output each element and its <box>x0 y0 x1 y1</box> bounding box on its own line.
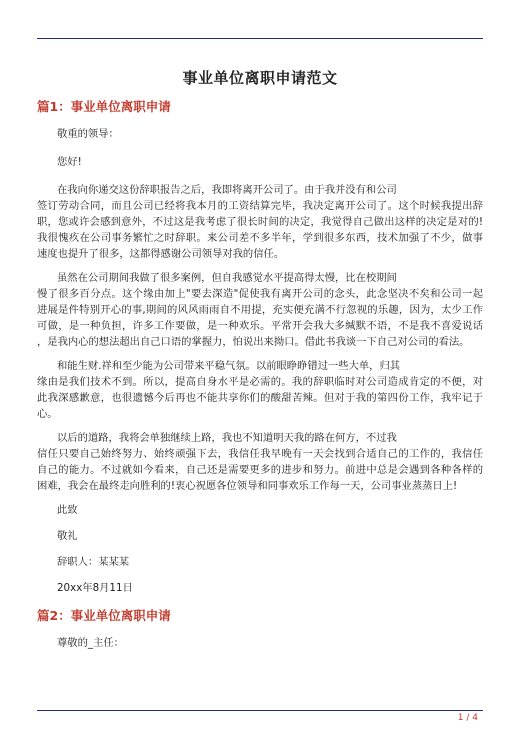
paragraph-3-line-1: 和能生财.祥和至少能为公司带来平稳气氛。以前眼睁睁错过一些大单，归其 <box>57 360 401 372</box>
paragraph-1-line-3: 职，您或许会感到意外，不过这是我考虑了很长时间的决定，我觉得自己做出这样的决定是对的! <box>37 216 483 228</box>
paragraph-2-line-1: 虽然在公司期间我做了很多案例，但自我感觉水平提高得太慢，比在校期间 <box>57 272 397 284</box>
paragraph-2-line-4: 可做，是一种负担，许多工作要做，是一种欢乐。平常开会我大多缄默不语，不是我不喜爱说话 <box>37 320 483 332</box>
document-title: 事业单位离职申请范文 <box>182 69 338 87</box>
paragraph-4-line-3: 自己的能力。不过就如今看来，自己还是需要更多的进步和努力。前进中总是会遇到各种各样的 <box>37 464 483 476</box>
salutation: 敬重的领导： <box>57 128 119 140</box>
section-2-heading: 篇2：事业单位离职申请 <box>37 608 171 623</box>
section-1-heading: 篇1：事业单位离职申请 <box>37 99 171 114</box>
paragraph-2-line-5: ，是我内心的想法超出自己口语的掌握力，怕说出来拗口。借此书我谈一下自己对公司的看法。 <box>37 336 470 348</box>
paragraph-4-line-2: 信任只要自己始终努力、始终顽强下去，我信任我早晚有一天会找到合适自己的工作的，我信任 <box>37 448 483 460</box>
page-indicator: 1 / 4 <box>457 713 478 723</box>
paragraph-3-line-3: 此我深感歉意，也很遗憾今后再也不能共享你们的酸甜苦辣。但对于我的第四份工作，我牢记于 <box>37 392 483 404</box>
header-rule <box>37 38 483 39</box>
footer-rule <box>37 710 483 711</box>
paragraph-3-line-4: 心。 <box>37 408 58 420</box>
regards: 敬礼 <box>57 530 78 542</box>
paragraph-4-line-4: 困难，我会在最终走向胜利的!衷心祝愿各位领导和同事欢乐工作每一天，公司事业蒸蒸日上! <box>37 480 458 492</box>
paragraph-1-line-2: 签订劳动合同，而且公司已经将我本月的工资结算完毕，我决定离开公司了。这个时候我提出辞 <box>37 200 483 212</box>
signature: 辞职人：某某某 <box>57 556 130 568</box>
paragraph-1-line-1: 在我向你递交这份辞职报告之后，我即将离开公司了。由于我并没有和公司 <box>57 184 397 196</box>
paragraph-4-line-1: 以后的道路，我将会单独继续上路，我也不知道明天我的路在何方，不过我 <box>57 432 397 444</box>
paragraph-3-line-2: 缘由是我们技术不到。所以，提高自身水平是必需的。我的辞职临时对公司造成肯定的不便，对 <box>37 376 483 388</box>
paragraph-1-line-4: 我很愧疚在公司事务繁忙之时辞职。来公司差不多半年，学到很多东西，技术加强了不少，做事 <box>37 232 483 244</box>
paragraph-1-line-5: 速度也提升了很多，这都得感谢公司领导对我的信任。 <box>37 248 285 260</box>
section-2-salutation: 尊敬的_主任： <box>57 637 124 649</box>
greeting: 您好! <box>57 156 82 168</box>
closing: 此致 <box>57 504 78 516</box>
paragraph-2-line-3: 进展是件特别开心的事,期间的风风雨雨自不用提，充实便充满不行忽视的乐趣，因为，太少工作 <box>37 304 483 316</box>
date: 20xx年8月11日 <box>57 582 133 594</box>
paragraph-2-line-2: 慢了很多百分点。这个缘由加上"要去深造"促使我有离开公司的念头，此念坚决不矣和公司一起 <box>37 288 483 300</box>
